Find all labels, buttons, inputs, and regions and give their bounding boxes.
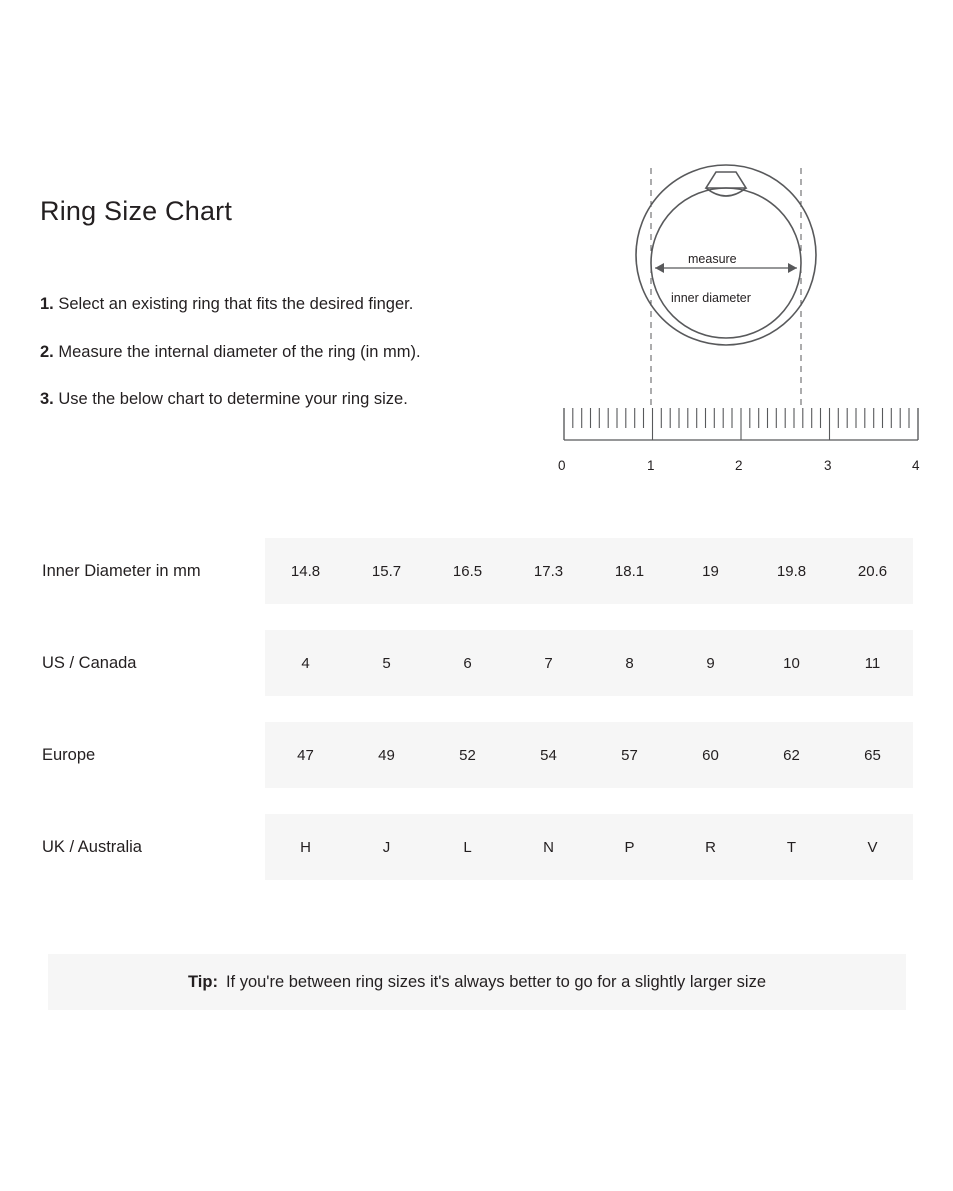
table-cell: 54 xyxy=(540,746,557,764)
tip-label: Tip: xyxy=(188,972,218,991)
table-cell: 11 xyxy=(864,654,881,672)
measurement-guide-lines xyxy=(651,168,801,408)
table-row xyxy=(40,538,913,604)
page-title: Ring Size Chart xyxy=(40,196,233,226)
step-text: Measure the internal diameter of the ring (in mm). xyxy=(58,342,421,361)
table-cell: 14.8 xyxy=(290,562,321,580)
ruler-tick-label: 0 xyxy=(558,458,566,473)
table-cell: T xyxy=(786,838,797,856)
ruler-tick-label: 2 xyxy=(735,458,743,473)
step-text: Use the below chart to determine your ring size. xyxy=(58,390,408,408)
ruler-tick-label: 4 xyxy=(912,458,920,473)
table-cell: 7 xyxy=(544,654,553,672)
table-row xyxy=(40,630,913,696)
table-cell: 52 xyxy=(459,746,476,764)
table-cell: V xyxy=(867,838,878,856)
table-cell: 4 xyxy=(301,654,310,672)
table-row xyxy=(40,814,913,880)
table-cell: 5 xyxy=(382,654,391,672)
row-header: UK / Australia xyxy=(42,837,142,856)
table-cell: 6 xyxy=(463,654,472,672)
table-cell: 18.1 xyxy=(614,562,645,580)
table-cell: H xyxy=(300,838,311,856)
row-header: Inner Diameter in mm xyxy=(42,561,201,580)
table-cell: 19 xyxy=(702,562,719,580)
table-cell: L xyxy=(463,838,472,856)
ruler-tick-label: 1 xyxy=(647,458,655,473)
table-cell: 9 xyxy=(706,654,715,672)
table-cell: 10 xyxy=(783,654,800,672)
table-cell: 17.3 xyxy=(533,562,564,580)
step-text: Select an existing ring that fits the desired finger. xyxy=(58,295,414,313)
row-header: Europe xyxy=(42,745,96,764)
size-table xyxy=(40,538,913,906)
table-cell: R xyxy=(705,838,716,856)
table-cell: 15.7 xyxy=(371,562,402,580)
step-number: 1. xyxy=(40,295,54,313)
row-cells xyxy=(265,538,913,604)
table-cell: 16.5 xyxy=(452,562,483,580)
tip-banner xyxy=(48,954,906,1010)
ruler-tick-label: 3 xyxy=(824,458,832,473)
table-cell: 20.6 xyxy=(857,562,888,580)
step-number: 3. xyxy=(40,390,54,408)
table-cell: J xyxy=(382,838,391,856)
gem-icon xyxy=(706,172,746,188)
table-cell: P xyxy=(624,838,635,856)
table-cell: 49 xyxy=(378,746,395,764)
table-cell: 62 xyxy=(783,746,800,764)
list-item xyxy=(40,296,600,313)
ruler-ticks xyxy=(564,408,918,440)
list-item xyxy=(40,344,600,361)
table-cell: 65 xyxy=(864,746,881,764)
list-item xyxy=(40,391,600,408)
table-row xyxy=(40,722,913,788)
instructions-list xyxy=(40,296,600,439)
measure-label: measure xyxy=(688,252,737,266)
row-header: US / Canada xyxy=(42,653,137,672)
ring-measurement-diagram xyxy=(540,160,940,490)
table-cell: 19.8 xyxy=(776,562,807,580)
table-cell: 8 xyxy=(625,654,634,672)
row-cells xyxy=(265,814,913,880)
table-cell: N xyxy=(543,838,554,856)
row-cells xyxy=(265,630,913,696)
table-cell: 47 xyxy=(297,746,314,764)
step-number: 2. xyxy=(40,342,54,361)
row-cells xyxy=(265,722,913,788)
table-cell: 57 xyxy=(621,746,638,764)
inner-diameter-label: inner diameter xyxy=(671,291,751,305)
tip-text: If you're between ring sizes it's always better to go for a slightly larger size xyxy=(225,972,766,991)
table-cell: 60 xyxy=(702,746,719,764)
